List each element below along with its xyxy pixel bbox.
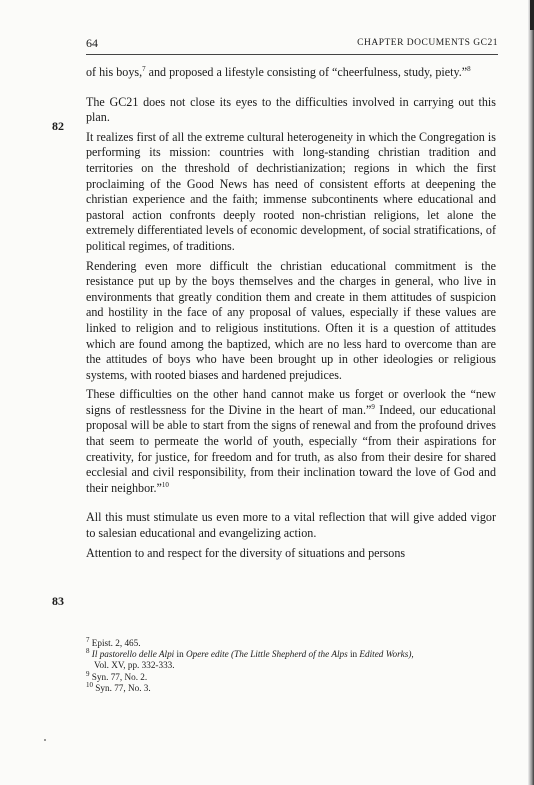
footnote-9: $^9$ Syn. 77, No. 2.	[86, 669, 148, 682]
paragraph-heterogeneity: It realizes first of all the extreme cultural heterogeneity in which the Congregation is performing its mission: countries with long-standing christian tradition and territories on the threshold of dechristianization; regions in which the first proclaiming of the Good News has need of consistent efforts at deepening the christian experience and the faith; immense subcontinents where educational and pastoral action confronts deeply rooted non-christian religions, let alone the extremely differentiated levels of economic development, of social stratifications, of political regimes, of traditions.	[86, 129, 496, 253]
footnotes	[86, 635, 498, 694]
paragraph-number-83: 83	[52, 594, 64, 608]
body-text	[86, 65, 496, 561]
page-edge-shadow	[528, 0, 534, 785]
footnote-ref-7: 7	[142, 64, 146, 73]
footnote-ref-8: 8	[467, 64, 471, 73]
running-head: CHAPTER DOCUMENTS GC21	[357, 38, 498, 48]
footnote-ref-9: 9	[371, 402, 375, 411]
paragraph-number-82: 82	[52, 119, 64, 133]
page-number: 64	[86, 36, 98, 50]
footnote-7: $^7$ Epist. 2, 465.	[86, 635, 141, 648]
footnote-10: $^{10}$ Syn. 77, No. 3.	[86, 680, 151, 693]
paragraph-continuation: of his boys,$^7$ and proposed a lifestyle consisting of “cheerfulness, study, piety.”$^8$	[86, 64, 471, 79]
scan-speck	[44, 739, 46, 741]
paragraph-83-intro: All this must stimulate us even more to a vital reflection that will give added vigor to salesian educational and evangelizing action.	[86, 510, 496, 541]
footnote-ref-10: 10	[161, 480, 169, 489]
footnote-8: $^8$ Il pastorello delle Alpi in Opere edite (The Little Shepherd of the Alps in Edited Works),	[86, 647, 414, 660]
page-header	[86, 34, 498, 55]
paragraph-attention: Attention to and respect for the diversity of situations and persons	[86, 545, 406, 560]
paragraph-resistance: Rendering even more difficult the christian educational commitment is the resistance put up by the boys themselves and the charges in general, who live in environments that greatly condition them and create in them attitudes of suspicion and hostility in the face of any proposal of values, especially if these values are linked to religion and to religious institutions. Often it is a question of attitudes which are found among the baptized, which are no less hard to overcome than are the attitudes of boys who have been brought up in other ideologies or religious systems, with rooted biases and hardened prejudices.	[86, 258, 496, 382]
footnote-8-continued: Vol. XV, pp. 332-333.	[94, 660, 175, 671]
paragraph-signs: These difficulties on the other hand cannot make us forget or overlook the “new signs of restlessness for the Divine in the heart of man.”$^9$ Indeed, our educational proposal will be able to start from the signs of renewal and from the profound drives that seem to permeate the world of youth, especially “from their aspirations for creativity, for justice, for freedom and for truth, as also from their desire for shared ecclesial and civil responsibility, from their inclination toward the love of God and their neighbor.”$^{10}$	[86, 387, 496, 495]
page-edge-tab	[530, 0, 534, 30]
paragraph-82-intro: The GC21 does not close its eyes to the difficulties involved in carrying out this plan.	[86, 94, 496, 125]
